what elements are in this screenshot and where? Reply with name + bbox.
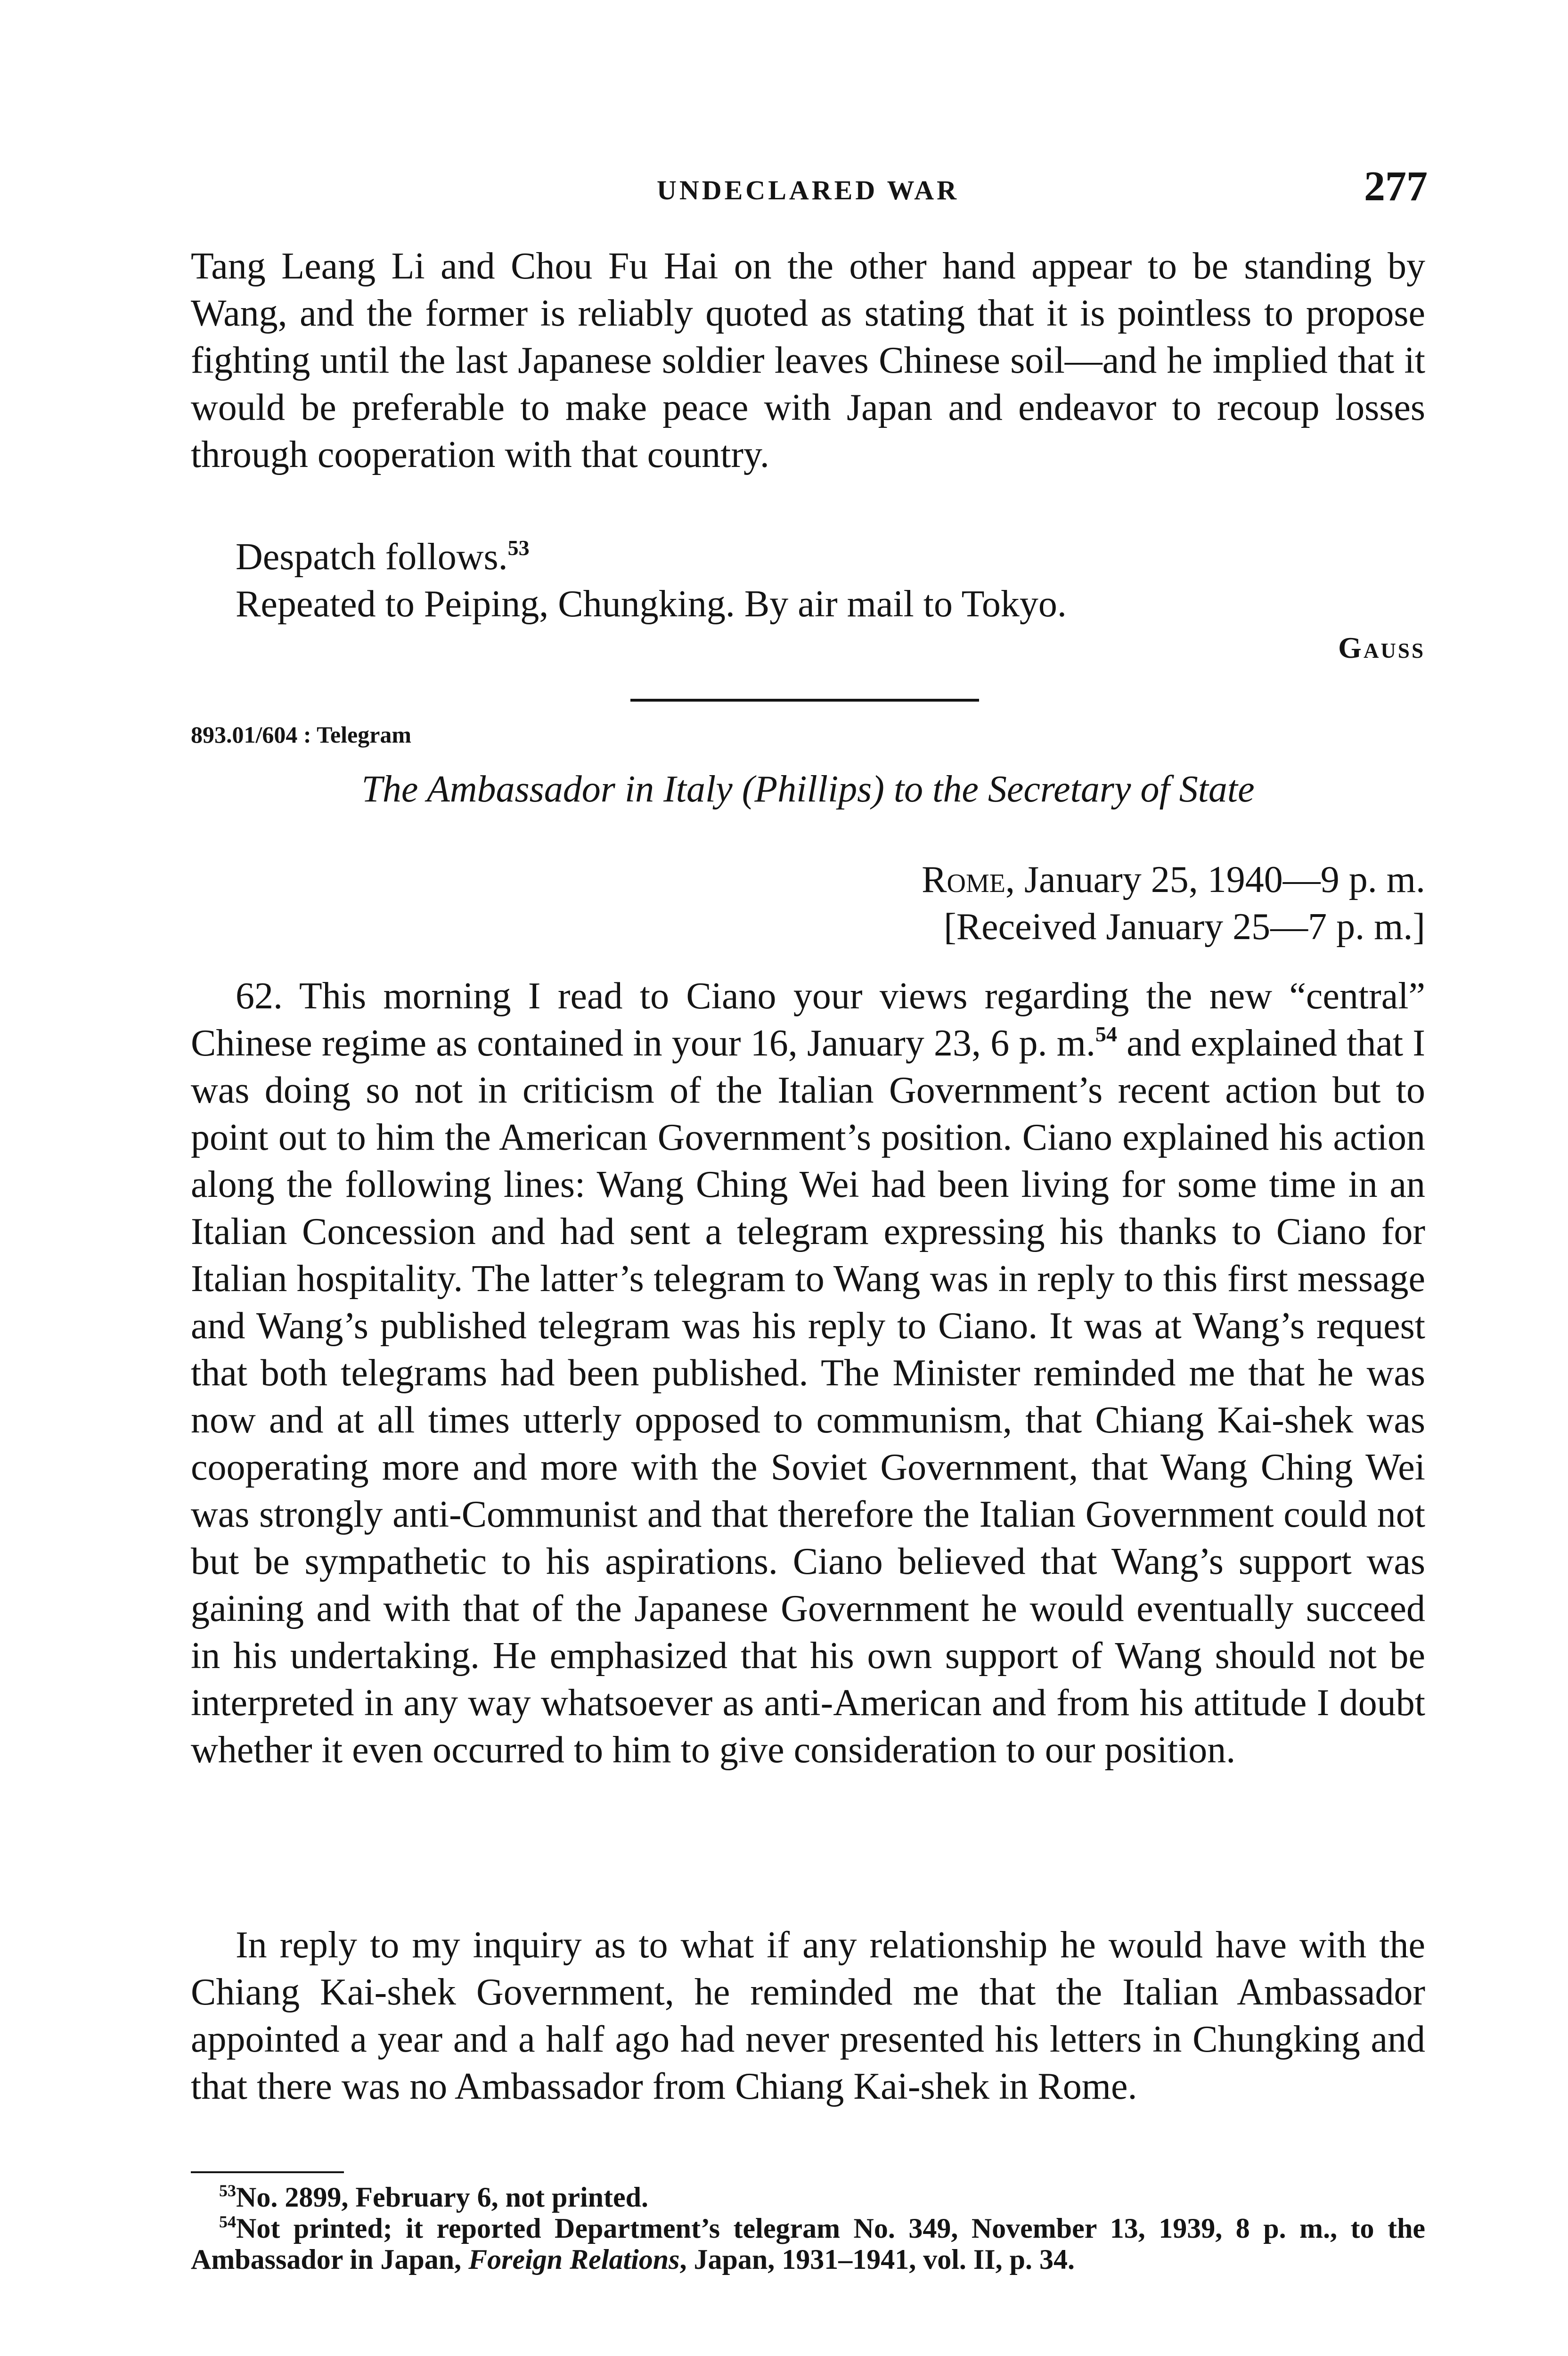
carryover-text: Tang Leang Li and Chou Fu Hai on the other hand appear to be standing by Wang, and the former is reliably quoted as stating that it is pointless to propose fighting until the last Japanese soldier leaves Chinese soil—and he implied that it would be preferable to make peace with Japan and endeavor to recoup losses through cooperation with that country.: [191, 245, 1425, 475]
footnote-54-mark: 54: [219, 2212, 236, 2231]
telegram-text-2: In reply to my inquiry as to what if any relationship he would have with the Chiang Kai-shek Government, he reminded me that the Italian Ambassador appointed a year and a half ago had never presented his letters in Chungking and that there was no Ambassador from Chiang Kai-shek in Rome.: [191, 1924, 1425, 2107]
repeated-line: [191, 581, 1425, 628]
footnotes: [191, 2182, 1425, 2275]
telegram-text-1b: and explained that I was doing so not in criticism of the Italian Government’s recent action but to point out to him the American Government’s position. Ciano explained his action along the following lines: Wang Ching Wei had been living for some time in an Italian Concession and had sent a telegram expressing his thanks to Ciano for Italian hospitality. The latter’s telegram to Wang was in reply to this first message and Wang’s published telegram was his reply to Ciano. It was at Wang’s request that both telegrams had been published. The Minister reminded me that he was now and at all times utterly opposed to communism, that Chiang Kai-shek was cooperating more and more with the Soviet Government, that Wang Ching Wei was strongly anti-Communist and that therefore the Italian Government could not but be sympathetic to his aspirations. Ciano believed that Wang’s support was gaining and with that of the Japanese Government he would eventually succeed in his undertaking. He emphasized that his own support of Wang should not be interpreted in any way whatsoever as anti-American and from his attitude I doubt whether it even occurred to him to give consideration to our position.: [191, 1023, 1426, 1771]
footnote-53-text: No. 2899, February 6, not printed.: [236, 2182, 648, 2213]
page-number: 277: [1364, 163, 1428, 210]
footnote-53-mark: 53: [219, 2181, 236, 2200]
despatch-text: Despatch follows.: [236, 536, 508, 578]
repeated-text: Repeated to Peiping, Chungking. By air mail to Tokyo.: [236, 583, 1067, 625]
dateline-city: Rome: [922, 859, 1005, 900]
dateline: [922, 859, 1425, 901]
section-divider: [630, 699, 979, 702]
file-reference: 893.01/604 : Telegram: [191, 721, 412, 748]
carryover-paragraph: [191, 243, 1425, 478]
running-head: [188, 165, 1428, 217]
footnote-ref-53: 53: [507, 536, 530, 560]
despatch-line: [191, 533, 1425, 581]
received-line: [Received January 25—7 p. m.]: [944, 906, 1425, 948]
document-title: The Ambassador in Italy (Phillips) to the Secretary of State: [361, 769, 1255, 810]
footnote-rule: [191, 2171, 344, 2173]
footnote-54-text-b: , Japan, 1931–1941, vol. II, p. 34.: [679, 2244, 1075, 2275]
telegram-text-1a: 62. This morning I read to Ciano your views regarding the new “central” Chinese regime as contained in your 16, January 23, 6 p. m.: [191, 975, 1425, 1064]
signature: Gauss: [1338, 631, 1425, 664]
dateline-date: , January 25, 1940—9 p. m.: [1005, 859, 1425, 900]
footnote-54: [191, 2213, 1425, 2275]
telegram-paragraph-1: [191, 973, 1425, 1774]
footnote-53: [191, 2182, 1425, 2213]
footnote-54-italic: Foreign Relations: [468, 2244, 680, 2275]
footnote-ref-54: 54: [1095, 1022, 1117, 1046]
footnote-54-text-a: Not printed; it reported Department’s telegram No. 349, November 13, 1939, 8 p. m., to the Ambassador in Japan,: [191, 2213, 1425, 2275]
running-title: UNDECLARED WAR: [656, 175, 960, 205]
telegram-paragraph-2: [191, 1922, 1425, 2110]
